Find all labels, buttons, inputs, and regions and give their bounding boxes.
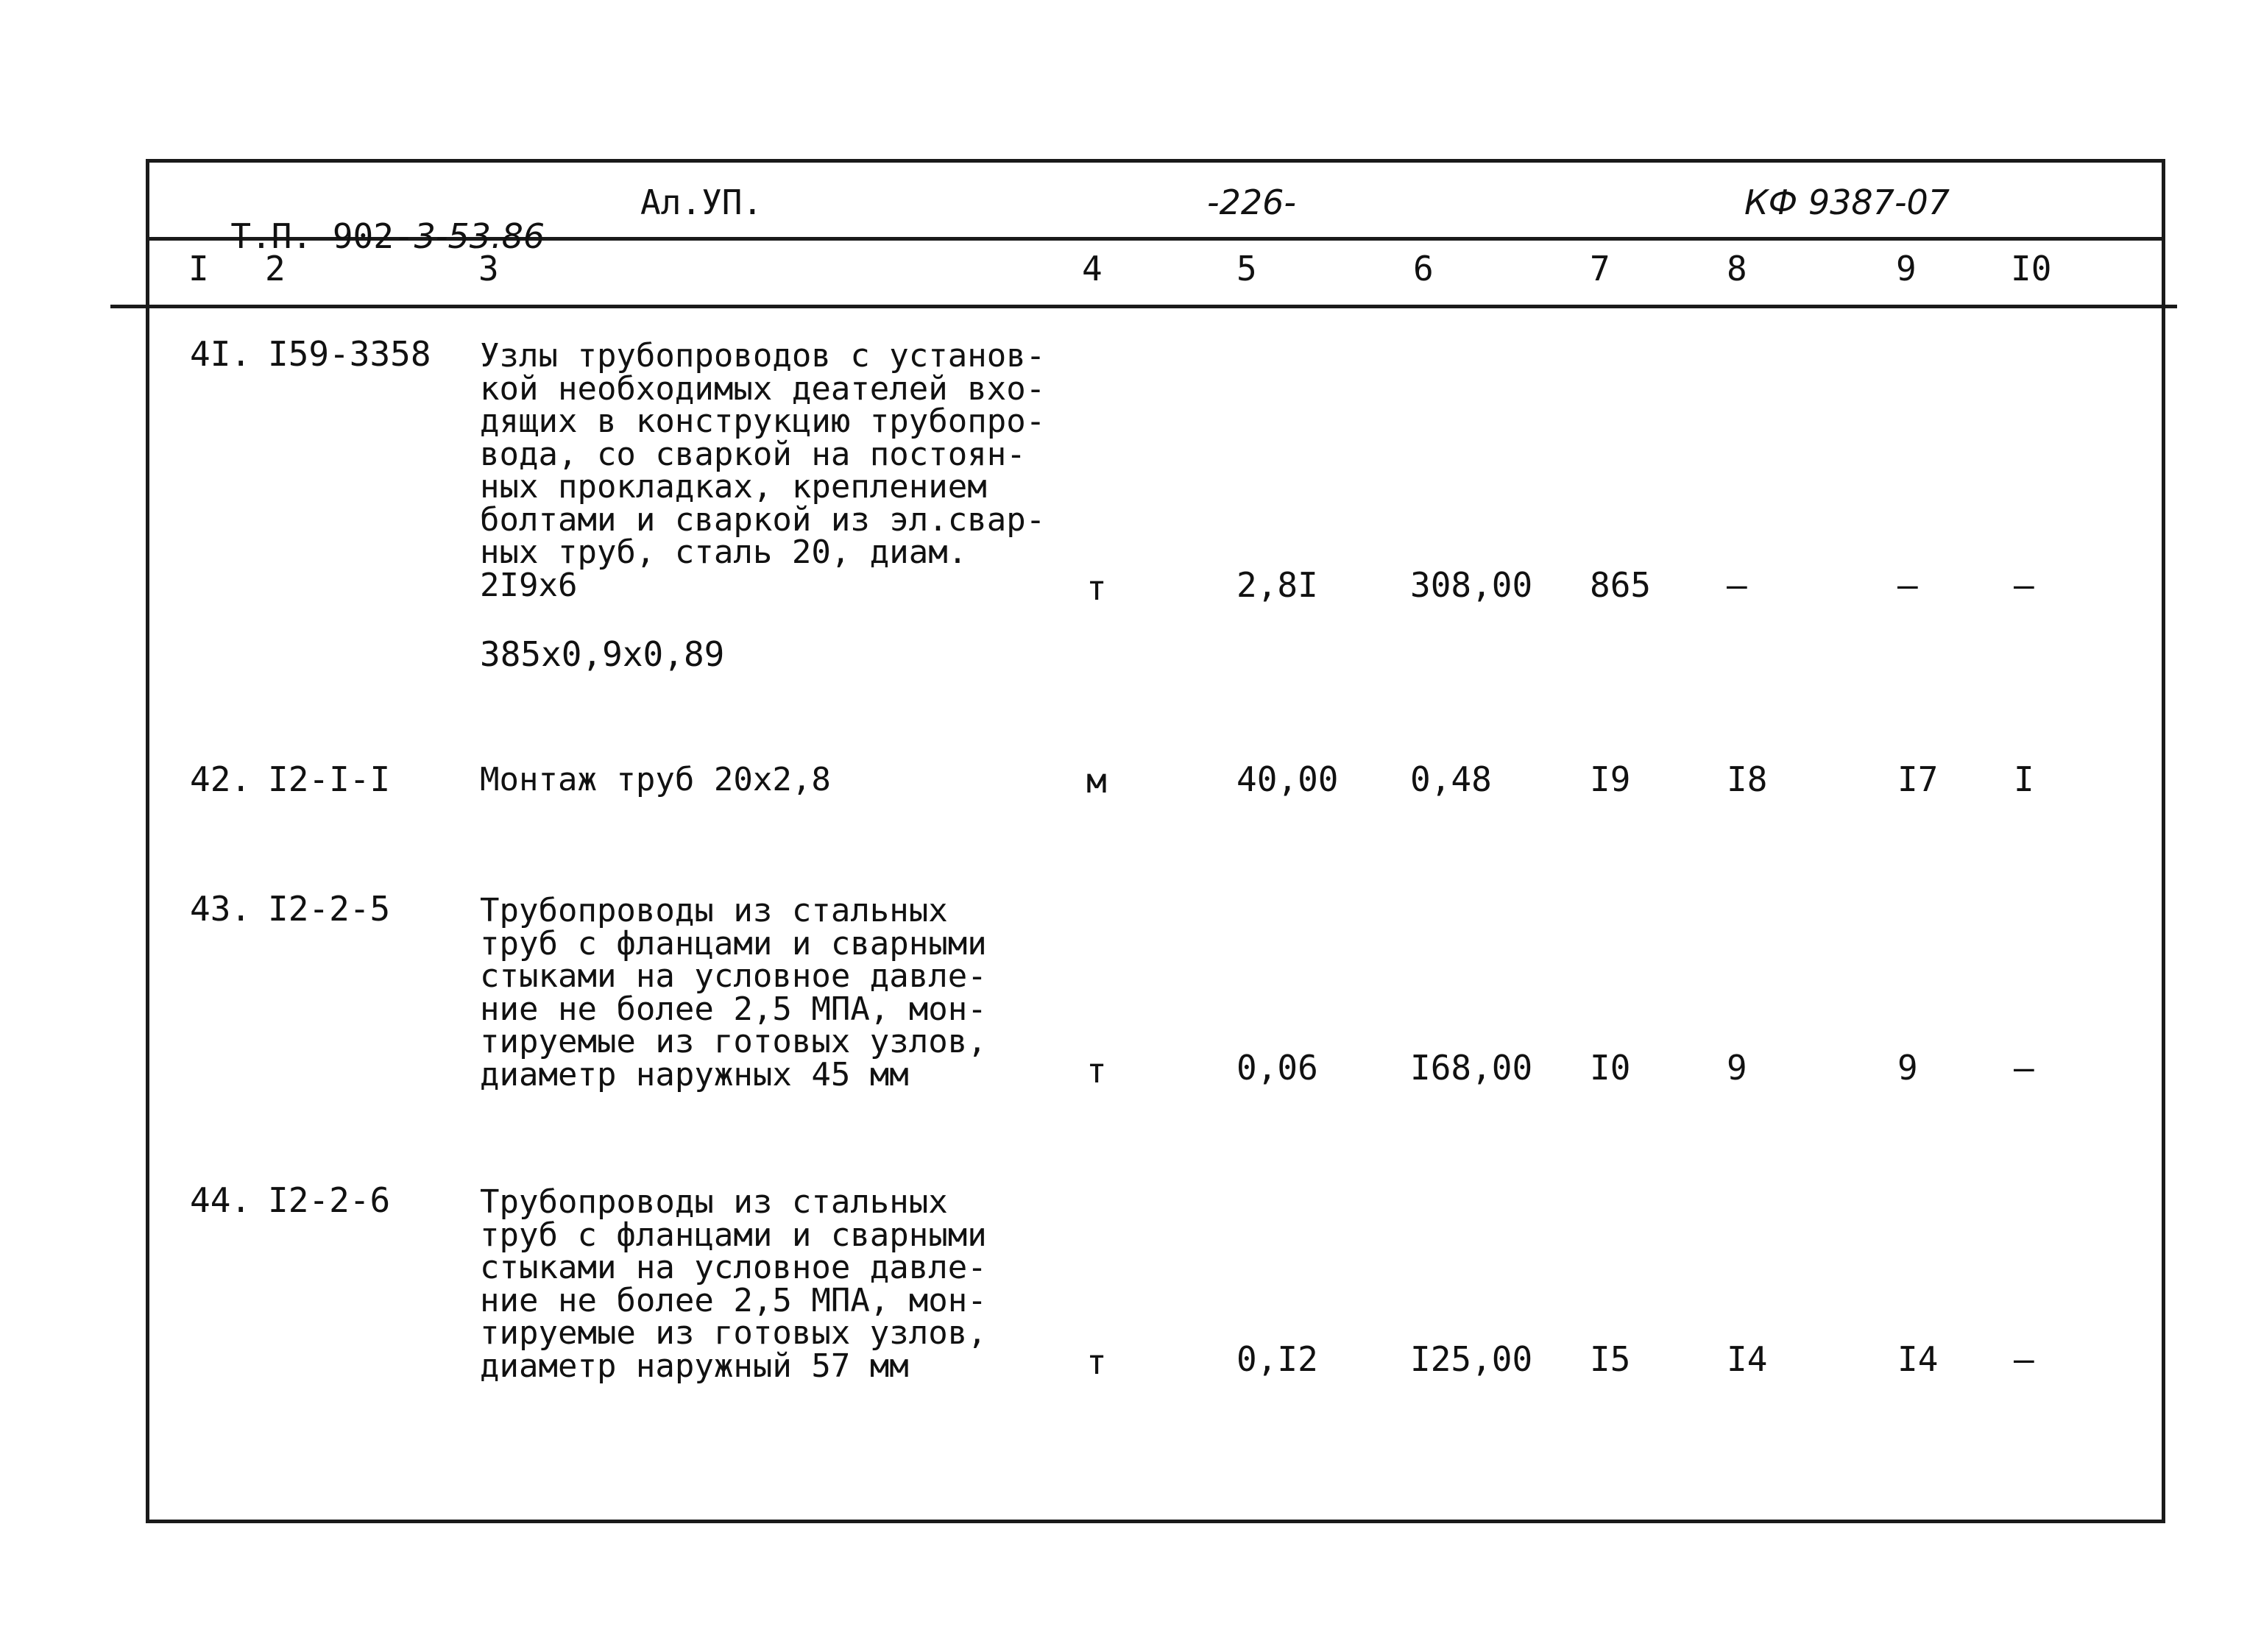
row-number: 44. <box>190 1180 252 1220</box>
description-line: вода, со сваркой на постоян- <box>480 435 1026 473</box>
stamp-code: КФ 9387-07 <box>1744 182 1950 222</box>
description-line: Трубопроводы из стальных <box>480 1183 948 1221</box>
row-description <box>480 761 831 798</box>
col-header-7: 7 <box>1590 249 1610 288</box>
description-line: Трубопроводы из стальных <box>480 892 948 929</box>
description-line: диаметр наружных 45 мм <box>480 1055 909 1093</box>
row-col7: I5 <box>1590 1339 1631 1379</box>
row-unit: т <box>1086 568 1107 608</box>
column-header-divider <box>110 305 2177 308</box>
row-col10: – <box>2014 1339 2034 1379</box>
col-header-10: I0 <box>2011 249 2052 288</box>
row-code: I2-I-I <box>268 759 391 799</box>
col-header-8: 8 <box>1727 249 1747 288</box>
page-number: -226- <box>1207 182 1296 222</box>
row-col7: I9 <box>1590 759 1631 799</box>
description-line: труб с фланцами и сварными <box>480 1216 987 1254</box>
description-line: стыками на условное давле- <box>480 1249 987 1286</box>
description-line: ние не более 2,5 МПА, мон- <box>480 990 987 1028</box>
description-line: стыками на условное давле- <box>480 957 987 995</box>
doc-code-prefix: Т.П. 902- <box>230 216 414 256</box>
row-col10: I <box>2014 759 2034 799</box>
description-line: Узлы трубопроводов с установ- <box>480 337 1046 375</box>
description-line: труб с фланцами и сварными <box>480 924 987 963</box>
col-header-6: 6 <box>1413 249 1434 288</box>
description-line: болтами и сваркой из эл.свар- <box>480 500 1046 539</box>
row-col7: 865 <box>1590 565 1652 605</box>
row-col6: 308,00 <box>1410 565 1533 605</box>
row-description <box>480 892 987 1093</box>
row-col5: 0,I2 <box>1236 1339 1318 1379</box>
album-label: Ал.УП. <box>640 182 763 222</box>
row-col5: 2,8I <box>1236 565 1318 605</box>
col-header-1: I <box>188 249 209 288</box>
row-unit: т <box>1086 1342 1107 1382</box>
description-line: дящих в конструкцию трубопро- <box>480 403 1046 440</box>
col-header-4: 4 <box>1082 249 1103 288</box>
description-line: Монтаж труб 20x2,8 <box>480 761 831 798</box>
col-header-9: 9 <box>1896 249 1917 288</box>
table-frame <box>146 159 2165 1523</box>
description-line: диаметр наружный 57 мм <box>480 1347 909 1385</box>
row-col8: – <box>1727 565 1747 605</box>
description-line: тируемые из готовых узлов, <box>480 1023 987 1060</box>
col-header-3: 3 <box>478 249 499 288</box>
row-number: 4I. <box>190 334 252 374</box>
description-line: ние не более 2,5 МПА, мон- <box>480 1281 987 1319</box>
col-header-2: 2 <box>265 249 286 288</box>
row-description <box>480 337 1046 604</box>
row-col8: I4 <box>1727 1339 1768 1379</box>
row-col9: I4 <box>1897 1339 1939 1379</box>
row-unit: м <box>1086 761 1107 801</box>
row-code: I2-2-6 <box>268 1180 391 1220</box>
description-line: ных труб, сталь 20, диам. <box>480 533 968 571</box>
description-line: ных прокладках, креплением <box>480 468 987 506</box>
row-col9: I7 <box>1897 759 1939 799</box>
row-col9: 9 <box>1897 1048 1918 1088</box>
row-col6: 0,48 <box>1410 759 1492 799</box>
row-col8: 9 <box>1727 1048 1747 1088</box>
row-unit: т <box>1086 1051 1107 1091</box>
row-description <box>480 1183 987 1385</box>
row-col10: – <box>2014 565 2034 605</box>
doc-code <box>190 185 545 256</box>
row-code: I59-3358 <box>268 334 431 374</box>
row-col6: I68,00 <box>1410 1048 1533 1088</box>
description-line: 2I9x6 <box>480 566 578 604</box>
row-col7: I0 <box>1590 1048 1631 1088</box>
col-header-5: 5 <box>1236 249 1257 288</box>
row-col5: 40,00 <box>1236 759 1339 799</box>
row-extra-dimension: 385x0,9x0,89 <box>480 634 725 674</box>
row-number: 43. <box>190 889 252 929</box>
row-col6: I25,00 <box>1410 1339 1533 1379</box>
row-col10: – <box>2014 1048 2034 1088</box>
row-col9: – <box>1897 565 1918 605</box>
row-code: I2-2-5 <box>268 889 391 929</box>
row-col8: I8 <box>1727 759 1768 799</box>
description-line: тируемые из готовых узлов, <box>480 1314 987 1352</box>
doc-code-handwritten: 3-53.86 <box>414 216 545 256</box>
row-number: 42. <box>190 759 252 799</box>
row-col5: 0,06 <box>1236 1048 1318 1088</box>
description-line: кой необходимых деателей вхо- <box>480 369 1046 408</box>
